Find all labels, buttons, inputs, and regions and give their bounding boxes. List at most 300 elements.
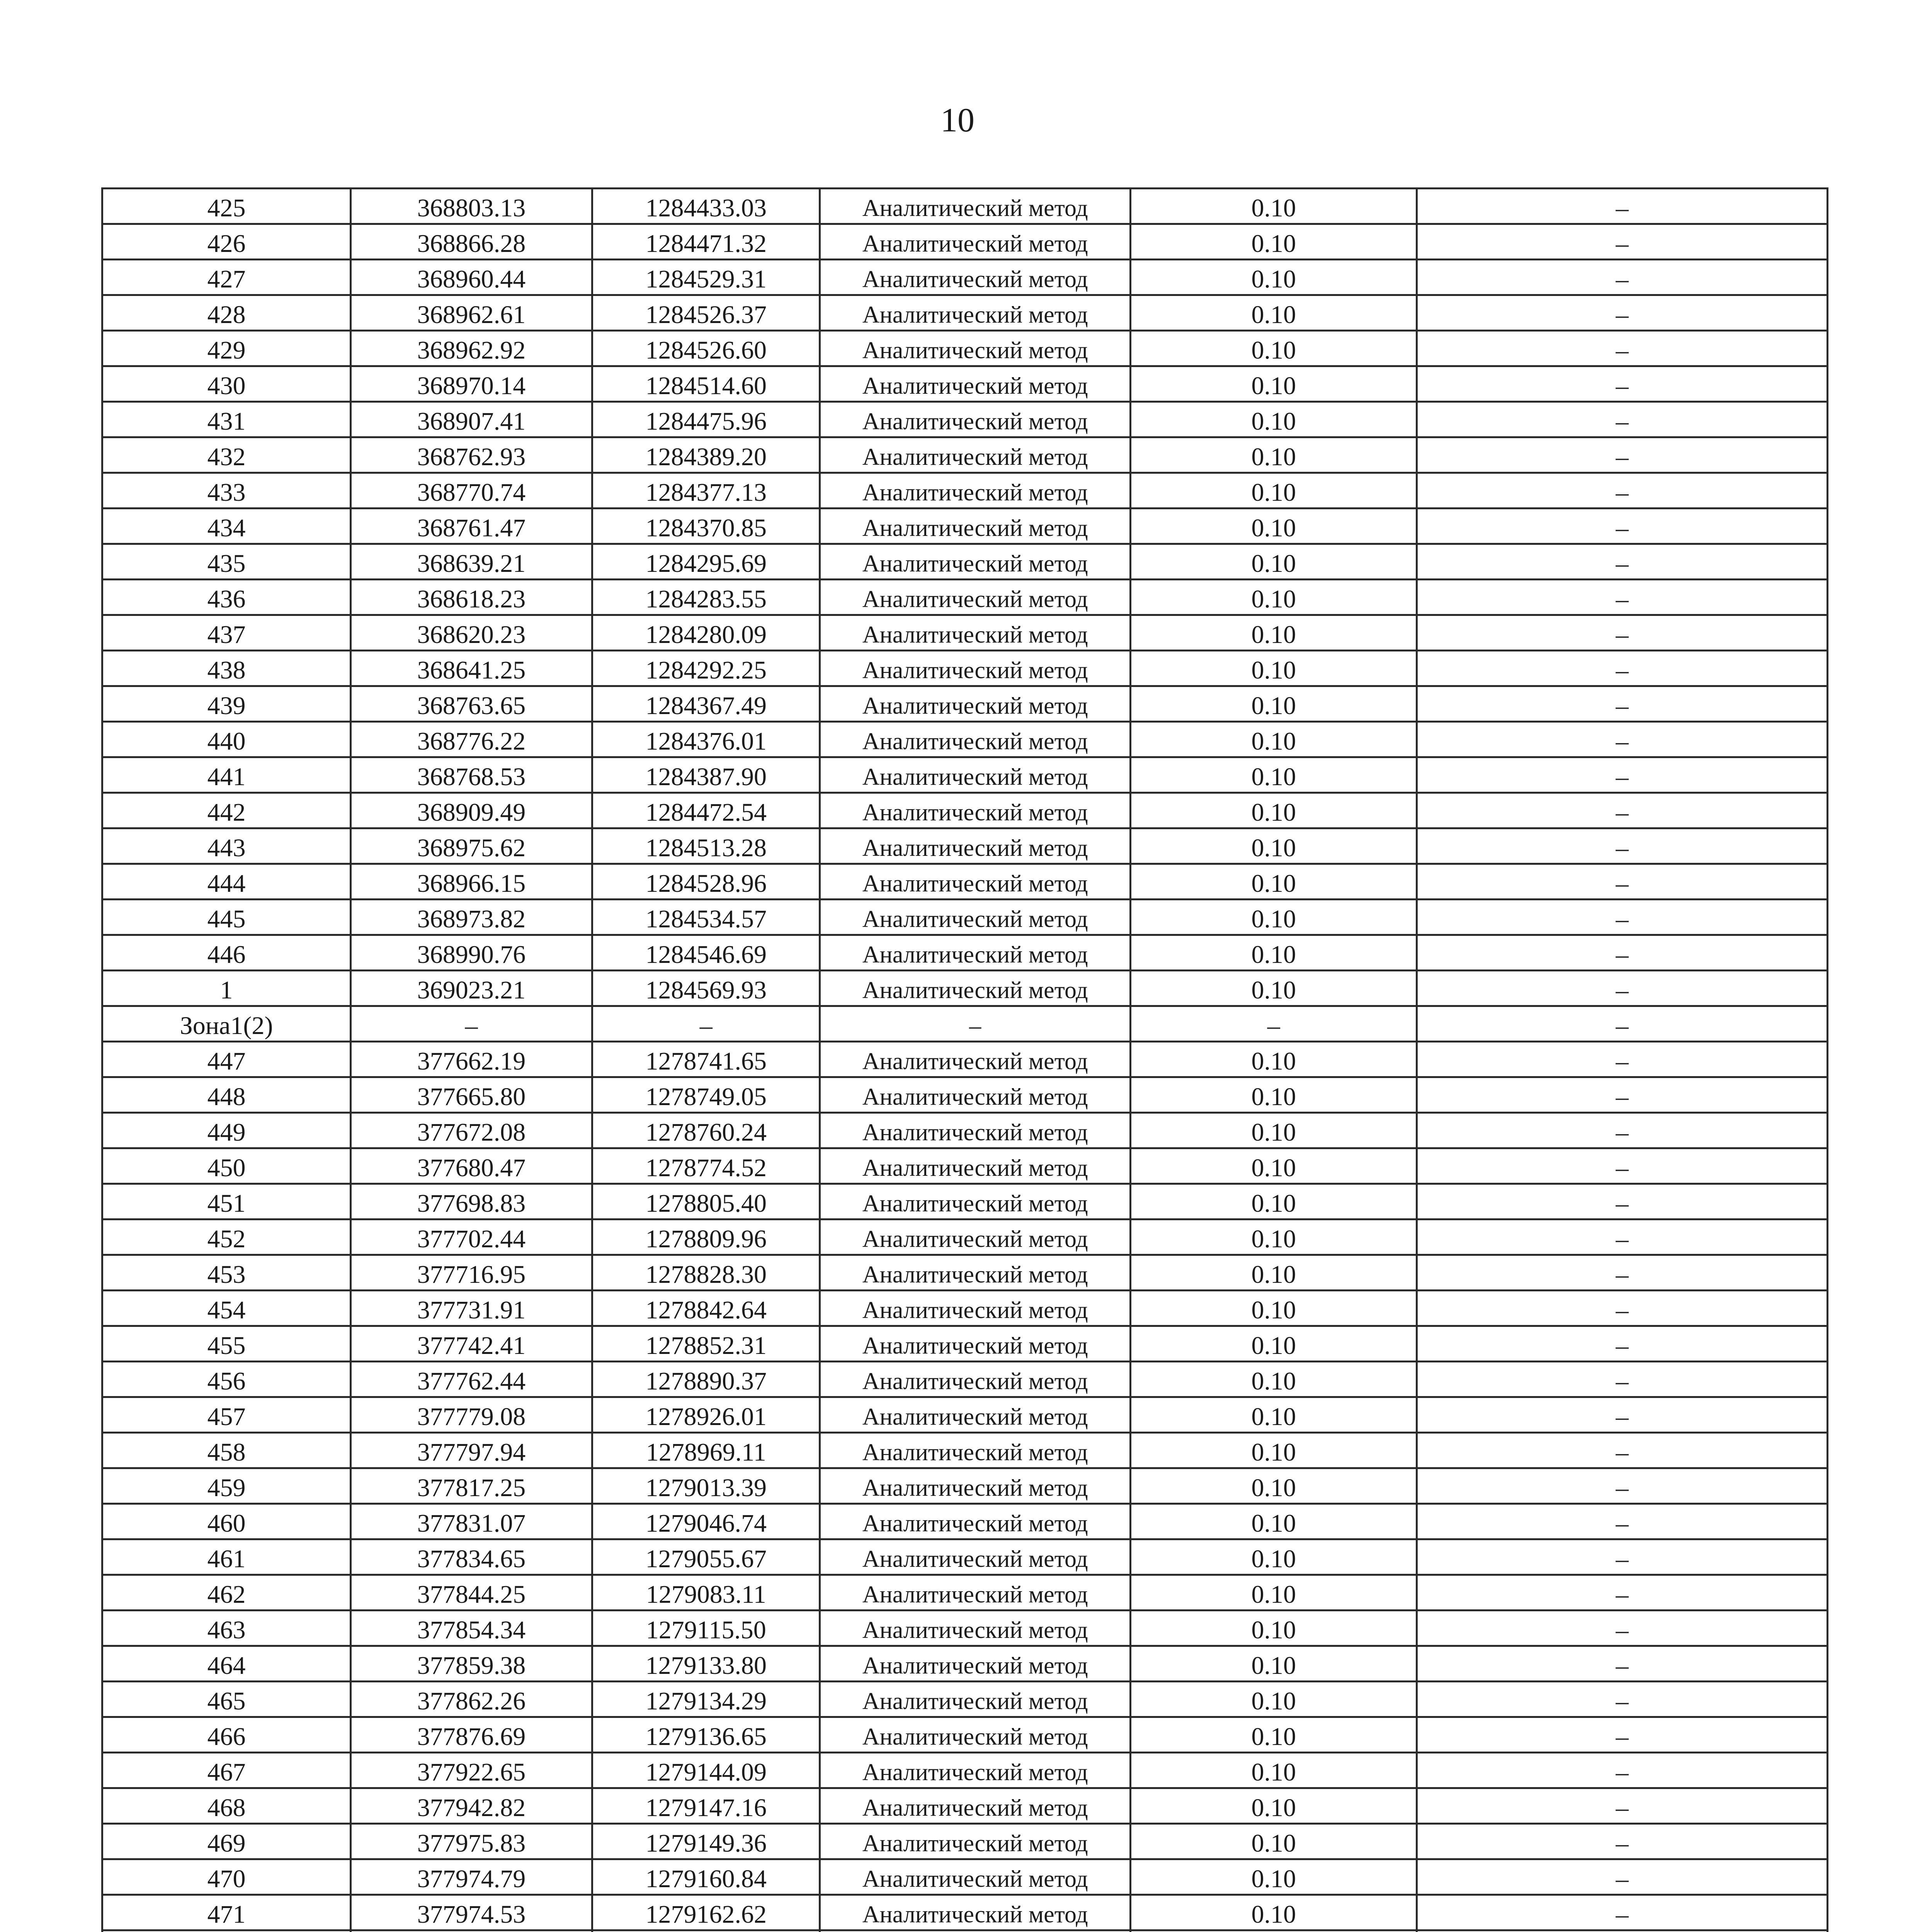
- precision-cell: 0.10: [1131, 1255, 1417, 1291]
- table-row: [102, 1753, 1828, 1788]
- table-row: [102, 544, 1828, 580]
- table-row: [102, 1575, 1828, 1611]
- y-coordinate-cell: 1284280.09: [592, 615, 820, 651]
- x-coordinate-cell: 368962.61: [350, 295, 592, 331]
- table-row: [102, 1611, 1828, 1646]
- note-cell: –: [1417, 757, 1828, 793]
- precision-cell: 0.10: [1131, 509, 1417, 544]
- method-cell: Аналитический метод: [820, 1433, 1131, 1468]
- precision-cell: 0.10: [1131, 1895, 1417, 1930]
- precision-cell: 0.10: [1131, 1184, 1417, 1219]
- note-cell: –: [1417, 1504, 1828, 1539]
- method-cell: Аналитический метод: [820, 1219, 1131, 1255]
- precision-cell: 0.10: [1131, 1717, 1417, 1753]
- table-row: [102, 224, 1828, 260]
- y-coordinate-cell: [592, 1930, 820, 1932]
- table-row: [102, 331, 1828, 366]
- precision-cell: 0.10: [1131, 757, 1417, 793]
- table-row: [102, 1255, 1828, 1291]
- x-coordinate-cell: 377762.44: [350, 1362, 592, 1397]
- y-coordinate-cell: 1284513.28: [592, 828, 820, 864]
- table-row: [102, 1788, 1828, 1824]
- point-number-cell: 466: [102, 1717, 351, 1753]
- precision-cell: 0.10: [1131, 935, 1417, 971]
- point-number-cell: 446: [102, 935, 351, 971]
- y-coordinate-cell: 1278969.11: [592, 1433, 820, 1468]
- method-cell: Аналитический метод: [820, 1859, 1131, 1895]
- note-cell: –: [1417, 473, 1828, 509]
- note-cell: –: [1417, 189, 1828, 224]
- y-coordinate-cell: 1284292.25: [592, 651, 820, 686]
- precision-cell: 0.10: [1131, 1362, 1417, 1397]
- point-number-cell: 450: [102, 1148, 351, 1184]
- note-cell: –: [1417, 935, 1828, 971]
- note-cell: –: [1417, 1397, 1828, 1433]
- method-cell: Аналитический метод: [820, 1895, 1131, 1930]
- method-cell: Аналитический метод: [820, 1255, 1131, 1291]
- table-row: [102, 1362, 1828, 1397]
- y-coordinate-cell: 1278805.40: [592, 1184, 820, 1219]
- method-cell: Аналитический метод: [820, 1611, 1131, 1646]
- table-row: [102, 1930, 1828, 1932]
- precision-cell: 0.10: [1131, 1575, 1417, 1611]
- y-coordinate-cell: 1279144.09: [592, 1753, 820, 1788]
- y-coordinate-cell: 1284370.85: [592, 509, 820, 544]
- note-cell: –: [1417, 1362, 1828, 1397]
- x-coordinate-cell: 368907.41: [350, 402, 592, 437]
- precision-cell: 0.10: [1131, 1397, 1417, 1433]
- point-number-cell: 431: [102, 402, 351, 437]
- y-coordinate-cell: 1278852.31: [592, 1326, 820, 1362]
- point-number-cell: 458: [102, 1433, 351, 1468]
- x-coordinate-cell: 368762.93: [350, 437, 592, 473]
- table-row: [102, 1077, 1828, 1113]
- precision-cell: 0.10: [1131, 1611, 1417, 1646]
- method-cell: Аналитический метод: [820, 366, 1131, 402]
- note-cell: –: [1417, 1219, 1828, 1255]
- y-coordinate-cell: 1279149.36: [592, 1824, 820, 1859]
- precision-cell: 0.10: [1131, 366, 1417, 402]
- method-cell: Аналитический метод: [820, 1824, 1131, 1859]
- page-number: 10: [940, 102, 975, 139]
- point-number-cell: 445: [102, 900, 351, 935]
- method-cell: Аналитический метод: [820, 473, 1131, 509]
- precision-cell: 0.10: [1131, 1788, 1417, 1824]
- precision-cell: 0.10: [1131, 1468, 1417, 1504]
- note-cell: –: [1417, 971, 1828, 1006]
- y-coordinate-cell: 1284475.96: [592, 402, 820, 437]
- note-cell: –: [1417, 828, 1828, 864]
- note-cell: –: [1417, 1717, 1828, 1753]
- x-coordinate-cell: 377862.26: [350, 1682, 592, 1717]
- x-coordinate-cell: 377854.34: [350, 1611, 592, 1646]
- method-cell: Аналитический метод: [820, 509, 1131, 544]
- note-cell: –: [1417, 331, 1828, 366]
- y-coordinate-cell: 1279136.65: [592, 1717, 820, 1753]
- note-cell: –: [1417, 437, 1828, 473]
- precision-cell: 0.10: [1131, 828, 1417, 864]
- precision-cell: 0.10: [1131, 1219, 1417, 1255]
- method-cell: Аналитический метод: [820, 580, 1131, 615]
- x-coordinate-cell: [350, 1930, 592, 1932]
- note-cell: –: [1417, 366, 1828, 402]
- x-coordinate-cell: 377844.25: [350, 1575, 592, 1611]
- x-coordinate-cell: 377831.07: [350, 1504, 592, 1539]
- note-cell: –: [1417, 1291, 1828, 1326]
- zone-header-row: [102, 1006, 1828, 1042]
- precision-cell: 0.10: [1131, 295, 1417, 331]
- x-coordinate-cell: 368990.76: [350, 935, 592, 971]
- point-number-cell: 443: [102, 828, 351, 864]
- method-cell: Аналитический метод: [820, 1077, 1131, 1113]
- precision-cell: 0.10: [1131, 793, 1417, 828]
- table-row: [102, 793, 1828, 828]
- point-number-cell: 429: [102, 331, 351, 366]
- precision-cell: 0.10: [1131, 686, 1417, 722]
- table-row: [102, 651, 1828, 686]
- x-coordinate-cell: 368639.21: [350, 544, 592, 580]
- precision-cell: 0.10: [1131, 1291, 1417, 1326]
- note-cell: –: [1417, 1788, 1828, 1824]
- table-row: [102, 1148, 1828, 1184]
- x-coordinate-cell: 369023.21: [350, 971, 592, 1006]
- note-cell: –: [1417, 864, 1828, 900]
- table-row: [102, 437, 1828, 473]
- method-cell: Аналитический метод: [820, 402, 1131, 437]
- point-number-cell: 433: [102, 473, 351, 509]
- x-coordinate-cell: 368909.49: [350, 793, 592, 828]
- y-coordinate-cell: –: [592, 1006, 820, 1042]
- point-number-cell: 448: [102, 1077, 351, 1113]
- point-number-cell: 459: [102, 1468, 351, 1504]
- y-coordinate-cell: 1278809.96: [592, 1219, 820, 1255]
- x-coordinate-cell: 377817.25: [350, 1468, 592, 1504]
- note-cell: –: [1417, 260, 1828, 295]
- precision-cell: [1131, 1930, 1417, 1932]
- y-coordinate-cell: 1284377.13: [592, 473, 820, 509]
- x-coordinate-cell: –: [350, 1006, 592, 1042]
- method-cell: Аналитический метод: [820, 1184, 1131, 1219]
- table-row: [102, 686, 1828, 722]
- method-cell: Аналитический метод: [820, 1539, 1131, 1575]
- note-cell: –: [1417, 1042, 1828, 1077]
- table-row: [102, 1895, 1828, 1930]
- table-row: [102, 402, 1828, 437]
- y-coordinate-cell: 1279162.62: [592, 1895, 820, 1930]
- y-coordinate-cell: 1284514.60: [592, 366, 820, 402]
- y-coordinate-cell: 1284376.01: [592, 722, 820, 757]
- x-coordinate-cell: 368973.82: [350, 900, 592, 935]
- point-number-cell: 457: [102, 1397, 351, 1433]
- y-coordinate-cell: 1279083.11: [592, 1575, 820, 1611]
- note-cell: –: [1417, 1682, 1828, 1717]
- precision-cell: 0.10: [1131, 331, 1417, 366]
- note-cell: –: [1417, 295, 1828, 331]
- method-cell: Аналитический метод: [820, 615, 1131, 651]
- x-coordinate-cell: 368776.22: [350, 722, 592, 757]
- point-number-cell: 455: [102, 1326, 351, 1362]
- y-coordinate-cell: 1284472.54: [592, 793, 820, 828]
- point-number-cell: 460: [102, 1504, 351, 1539]
- note-cell: –: [1417, 1824, 1828, 1859]
- note-cell: –: [1417, 1895, 1828, 1930]
- point-number-cell: 441: [102, 757, 351, 793]
- point-number-cell: 432: [102, 437, 351, 473]
- precision-cell: 0.10: [1131, 544, 1417, 580]
- precision-cell: 0.10: [1131, 402, 1417, 437]
- precision-cell: 0.10: [1131, 864, 1417, 900]
- point-number-cell: 437: [102, 615, 351, 651]
- x-coordinate-cell: 377876.69: [350, 1717, 592, 1753]
- x-coordinate-cell: 368641.25: [350, 651, 592, 686]
- y-coordinate-cell: 1279160.84: [592, 1859, 820, 1895]
- x-coordinate-cell: 377742.41: [350, 1326, 592, 1362]
- method-cell: Аналитический метод: [820, 971, 1131, 1006]
- point-number-cell: 449: [102, 1113, 351, 1148]
- point-number-cell: 1: [102, 971, 351, 1006]
- precision-cell: 0.10: [1131, 1433, 1417, 1468]
- y-coordinate-cell: 1278926.01: [592, 1397, 820, 1433]
- precision-cell: 0.10: [1131, 473, 1417, 509]
- method-cell: Аналитический метод: [820, 331, 1131, 366]
- precision-cell: 0.10: [1131, 437, 1417, 473]
- precision-cell: 0.10: [1131, 1504, 1417, 1539]
- table-row: [102, 757, 1828, 793]
- precision-cell: 0.10: [1131, 971, 1417, 1006]
- point-number-cell: 465: [102, 1682, 351, 1717]
- precision-cell: 0.10: [1131, 1753, 1417, 1788]
- note-cell: –: [1417, 651, 1828, 686]
- point-number-cell: 425: [102, 189, 351, 224]
- method-cell: Аналитический метод: [820, 1646, 1131, 1682]
- precision-cell: 0.10: [1131, 1824, 1417, 1859]
- point-number-cell: 440: [102, 722, 351, 757]
- precision-cell: 0.10: [1131, 1859, 1417, 1895]
- precision-cell: 0.10: [1131, 1682, 1417, 1717]
- note-cell: –: [1417, 544, 1828, 580]
- precision-cell: 0.10: [1131, 615, 1417, 651]
- y-coordinate-cell: 1284367.49: [592, 686, 820, 722]
- y-coordinate-cell: 1278774.52: [592, 1148, 820, 1184]
- method-cell: Аналитический метод: [820, 793, 1131, 828]
- method-cell: Аналитический метод: [820, 1042, 1131, 1077]
- method-cell: Аналитический метод: [820, 295, 1131, 331]
- table-row: [102, 1219, 1828, 1255]
- table-row: [102, 971, 1828, 1006]
- precision-cell: 0.10: [1131, 1539, 1417, 1575]
- x-coordinate-cell: 377942.82: [350, 1788, 592, 1824]
- point-number-cell: 427: [102, 260, 351, 295]
- y-coordinate-cell: 1284433.03: [592, 189, 820, 224]
- note-cell: –: [1417, 1113, 1828, 1148]
- point-number-cell: 463: [102, 1611, 351, 1646]
- precision-cell: 0.10: [1131, 580, 1417, 615]
- y-coordinate-cell: 1279055.67: [592, 1539, 820, 1575]
- point-number-cell: 468: [102, 1788, 351, 1824]
- x-coordinate-cell: 377975.83: [350, 1824, 592, 1859]
- method-cell: Аналитический метод: [820, 1753, 1131, 1788]
- point-number-cell: 470: [102, 1859, 351, 1895]
- note-cell: –: [1417, 722, 1828, 757]
- note-cell: [1417, 1930, 1828, 1932]
- table-row: [102, 1433, 1828, 1468]
- method-cell: Аналитический метод: [820, 1504, 1131, 1539]
- point-number-cell: 439: [102, 686, 351, 722]
- table-row: [102, 935, 1828, 971]
- x-coordinate-cell: 368763.65: [350, 686, 592, 722]
- table-row: [102, 1859, 1828, 1895]
- y-coordinate-cell: 1284534.57: [592, 900, 820, 935]
- x-coordinate-cell: 377974.53: [350, 1895, 592, 1930]
- y-coordinate-cell: 1284526.37: [592, 295, 820, 331]
- y-coordinate-cell: 1279115.50: [592, 1611, 820, 1646]
- point-number-cell: 434: [102, 509, 351, 544]
- y-coordinate-cell: 1279013.39: [592, 1468, 820, 1504]
- method-cell: Аналитический метод: [820, 1788, 1131, 1824]
- note-cell: –: [1417, 615, 1828, 651]
- point-number-cell: 454: [102, 1291, 351, 1326]
- point-number-cell: 435: [102, 544, 351, 580]
- precision-cell: 0.10: [1131, 1326, 1417, 1362]
- point-number-cell: 453: [102, 1255, 351, 1291]
- point-number-cell: 442: [102, 793, 351, 828]
- table-row: [102, 1042, 1828, 1077]
- note-cell: –: [1417, 509, 1828, 544]
- table-row: [102, 1824, 1828, 1859]
- note-cell: –: [1417, 224, 1828, 260]
- y-coordinate-cell: 1284389.20: [592, 437, 820, 473]
- table-row: [102, 1113, 1828, 1148]
- table-row: [102, 615, 1828, 651]
- table-row: [102, 722, 1828, 757]
- coordinates-table-container: [101, 187, 1828, 1932]
- method-cell: Аналитический метод: [820, 651, 1131, 686]
- y-coordinate-cell: 1284387.90: [592, 757, 820, 793]
- table-row: [102, 1291, 1828, 1326]
- note-cell: –: [1417, 1433, 1828, 1468]
- precision-cell: 0.10: [1131, 1113, 1417, 1148]
- table-row: [102, 189, 1828, 224]
- point-number-cell: 452: [102, 1219, 351, 1255]
- note-cell: –: [1417, 1468, 1828, 1504]
- table-row: [102, 864, 1828, 900]
- method-cell: Аналитический метод: [820, 437, 1131, 473]
- note-cell: –: [1417, 1148, 1828, 1184]
- point-number-cell: 471: [102, 1895, 351, 1930]
- table-row: [102, 828, 1828, 864]
- point-number-cell: 461: [102, 1539, 351, 1575]
- note-cell: –: [1417, 900, 1828, 935]
- precision-cell: 0.10: [1131, 1042, 1417, 1077]
- method-cell: Аналитический метод: [820, 1326, 1131, 1362]
- x-coordinate-cell: 368970.14: [350, 366, 592, 402]
- table-row: [102, 580, 1828, 615]
- table-row: [102, 260, 1828, 295]
- x-coordinate-cell: 368960.44: [350, 260, 592, 295]
- y-coordinate-cell: 1284546.69: [592, 935, 820, 971]
- method-cell: Аналитический метод: [820, 686, 1131, 722]
- precision-cell: 0.10: [1131, 224, 1417, 260]
- x-coordinate-cell: 377698.83: [350, 1184, 592, 1219]
- x-coordinate-cell: 368966.15: [350, 864, 592, 900]
- x-coordinate-cell: 368962.92: [350, 331, 592, 366]
- y-coordinate-cell: 1278828.30: [592, 1255, 820, 1291]
- method-cell: Аналитический метод: [820, 864, 1131, 900]
- note-cell: –: [1417, 1539, 1828, 1575]
- point-number-cell: 436: [102, 580, 351, 615]
- method-cell: Аналитический метод: [820, 1717, 1131, 1753]
- precision-cell: 0.10: [1131, 260, 1417, 295]
- x-coordinate-cell: 377974.79: [350, 1859, 592, 1895]
- table-row: [102, 1646, 1828, 1682]
- y-coordinate-cell: 1284528.96: [592, 864, 820, 900]
- x-coordinate-cell: 368620.23: [350, 615, 592, 651]
- x-coordinate-cell: 377859.38: [350, 1646, 592, 1682]
- x-coordinate-cell: 377702.44: [350, 1219, 592, 1255]
- point-number-cell: 467: [102, 1753, 351, 1788]
- point-number-cell: 438: [102, 651, 351, 686]
- point-number-cell: [102, 1930, 351, 1932]
- method-cell: Аналитический метод: [820, 828, 1131, 864]
- table-row: [102, 900, 1828, 935]
- table-row: [102, 366, 1828, 402]
- table-row: [102, 1717, 1828, 1753]
- method-cell: Аналитический метод: [820, 1468, 1131, 1504]
- point-number-cell: 426: [102, 224, 351, 260]
- note-cell: –: [1417, 1753, 1828, 1788]
- precision-cell: –: [1131, 1006, 1417, 1042]
- precision-cell: 0.10: [1131, 1077, 1417, 1113]
- method-cell: Аналитический метод: [820, 1575, 1131, 1611]
- table-row: [102, 1184, 1828, 1219]
- x-coordinate-cell: 377680.47: [350, 1148, 592, 1184]
- y-coordinate-cell: 1284529.31: [592, 260, 820, 295]
- point-number-cell: 428: [102, 295, 351, 331]
- x-coordinate-cell: 368975.62: [350, 828, 592, 864]
- method-cell: Аналитический метод: [820, 1113, 1131, 1148]
- note-cell: –: [1417, 1611, 1828, 1646]
- y-coordinate-cell: 1278890.37: [592, 1362, 820, 1397]
- table-row: [102, 1682, 1828, 1717]
- point-number-cell: 430: [102, 366, 351, 402]
- y-coordinate-cell: 1284526.60: [592, 331, 820, 366]
- method-cell: Аналитический метод: [820, 224, 1131, 260]
- note-cell: –: [1417, 580, 1828, 615]
- note-cell: –: [1417, 1006, 1828, 1042]
- x-coordinate-cell: 377716.95: [350, 1255, 592, 1291]
- y-coordinate-cell: 1278760.24: [592, 1113, 820, 1148]
- table-row: [102, 1468, 1828, 1504]
- method-cell: Аналитический метод: [820, 1682, 1131, 1717]
- precision-cell: 0.10: [1131, 651, 1417, 686]
- x-coordinate-cell: 377665.80: [350, 1077, 592, 1113]
- x-coordinate-cell: 368770.74: [350, 473, 592, 509]
- x-coordinate-cell: 377779.08: [350, 1397, 592, 1433]
- method-cell: –: [820, 1006, 1131, 1042]
- point-number-cell: Зона1(2): [102, 1006, 351, 1042]
- method-cell: Аналитический метод: [820, 189, 1131, 224]
- y-coordinate-cell: 1279046.74: [592, 1504, 820, 1539]
- point-number-cell: 469: [102, 1824, 351, 1859]
- y-coordinate-cell: 1284295.69: [592, 544, 820, 580]
- note-cell: –: [1417, 686, 1828, 722]
- table-row: [102, 1504, 1828, 1539]
- x-coordinate-cell: 368761.47: [350, 509, 592, 544]
- method-cell: Аналитический метод: [820, 1362, 1131, 1397]
- method-cell: [820, 1930, 1131, 1932]
- x-coordinate-cell: 377922.65: [350, 1753, 592, 1788]
- point-number-cell: 456: [102, 1362, 351, 1397]
